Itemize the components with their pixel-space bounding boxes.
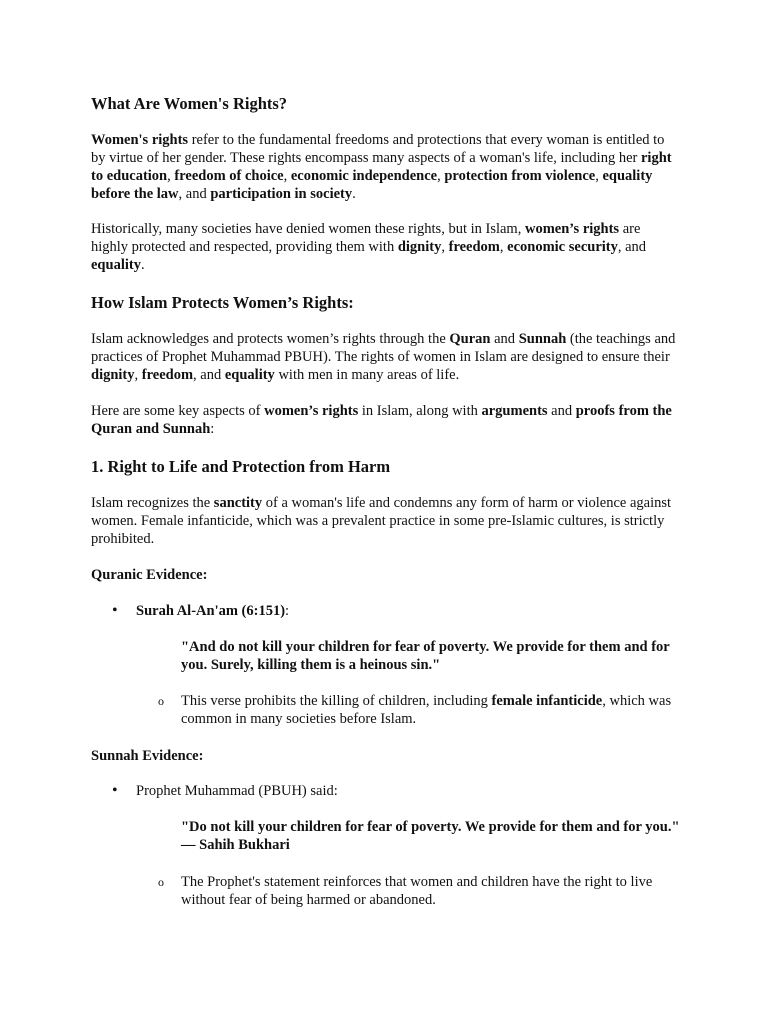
paragraph-historical: Historically, many societies have denied women these rights, but in Islam, women’s rights are highly protected and respected, providing them with dignity, freedom, economic security, and equality. xyxy=(91,221,647,273)
label-quranic-evidence: Quranic Evidence: xyxy=(91,567,208,583)
paragraph-key-aspects: Here are some key aspects of women’s rights in Islam, along with arguments and proofs from the Quran and Sunnah: xyxy=(91,403,672,437)
heading-womens-rights: What Are Women's Rights? xyxy=(91,94,288,113)
heading-right-to-life: 1. Right to Life and Protection from Harm xyxy=(91,457,391,476)
paragraph-definition: Women's rights refer to the fundamental freedoms and protections that every woman is entitled to by virtue of her gender. These rights encompass many aspects of a woman's life, including her right to education, freedom of choice, economic independence, protection from violence, equality before the law, and participation in society. xyxy=(91,132,672,202)
quote-quranic-verse: "And do not kill your children for fear of poverty. We provide for them and for you. Surely, killing them is a heinous sin." xyxy=(181,639,670,673)
circle-bullet-icon: o xyxy=(158,694,164,708)
label-sunnah-evidence: Sunnah Evidence: xyxy=(91,748,204,764)
bullet-icon: • xyxy=(112,782,118,799)
term-womens-rights: Women's rights xyxy=(91,132,189,148)
bullet-icon: • xyxy=(112,602,118,619)
heading-how-islam-protects: How Islam Protects Women’s Rights: xyxy=(91,293,354,312)
quote-hadith: "Do not kill your children for fear of poverty. We provide for them and for you." — Sahih Bukhari xyxy=(181,819,680,853)
circle-bullet-icon: o xyxy=(158,875,164,889)
paragraph-sanctity: Islam recognizes the sanctity of a woman's life and condemns any form of harm or violence against women. Female infanticide, which was a prevalent practice in some pre-Islamic cultures, is strictly prohibited. xyxy=(91,495,672,547)
paragraph-acknowledges: Islam acknowledges and protects women’s rights through the Quran and Sunnah (the teachings and practices of Prophet Muhammad PBUH). The rights of women in Islam are designed to ensure their dignity, freedom, and equality with men in many areas of life. xyxy=(91,331,676,383)
